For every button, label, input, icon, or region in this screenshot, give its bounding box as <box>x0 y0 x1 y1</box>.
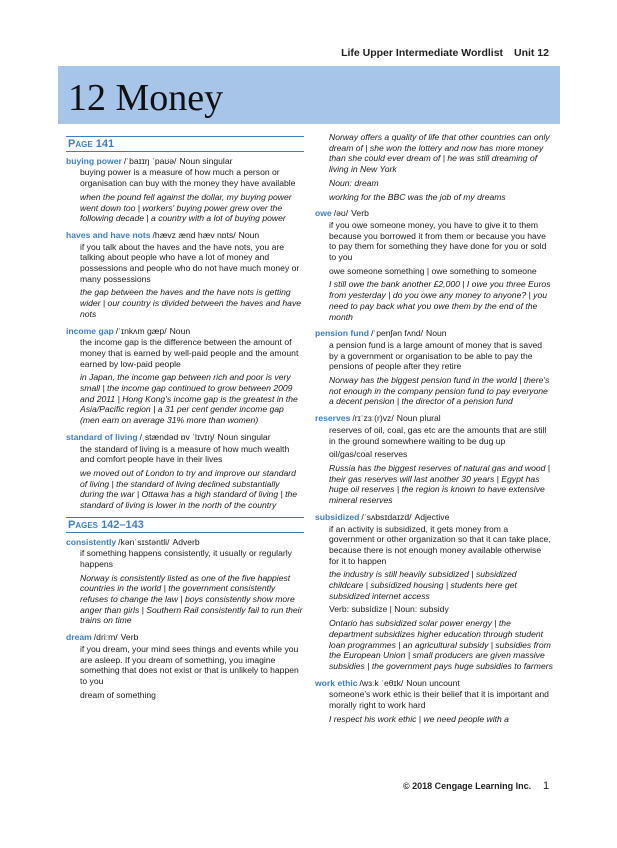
title-banner <box>58 66 560 124</box>
definition: if you talk about the haves and the have nots, you are talking about people who have a lot of money and possessions and people who do not have much money or many possessions <box>80 241 300 284</box>
entry-consistently <box>66 537 304 627</box>
right-column <box>315 132 553 730</box>
definition: reserves of oil, coal, gas etc are the amounts that are still in the ground somewhere waiting to be dug up <box>329 424 547 446</box>
part-of-speech: Adjective <box>414 511 450 522</box>
definition: if something happens consistently, it usually or regularly happens <box>80 548 292 569</box>
entry-subsidized <box>315 512 553 672</box>
headword: work ethic <box>315 677 358 688</box>
part-of-speech: Noun <box>238 229 260 240</box>
pronunciation: /ˈpenʃən fʌnd/ <box>370 328 424 339</box>
pronunciation: /driːm/ <box>93 632 118 643</box>
related-form: Verb: subsidize | Noun: subsidy <box>329 604 449 615</box>
headword: pension fund <box>315 328 369 339</box>
example: we moved out of London to try and improve our standard of living | the standard of living declined substantially during the war | Ottawa has a high standard of living | the standard of living is lower in the north of the country <box>80 467 298 511</box>
definition: the standard of living is a measure of how much wealth and comfort people have in their lives <box>80 443 290 465</box>
example: Norway offers a quality of life that other countries can only dream of | she won the lottery and now has more money than she could ever dream of | he was still dreaming of living in New York <box>329 132 550 175</box>
section-heading: Pages 142–143 <box>66 517 304 533</box>
unit-label: Unit 12 <box>513 47 549 59</box>
entry-work-ethic <box>315 678 553 725</box>
definition: if an activity is subsidized, it gets money from a government or other organization so that it can take place, because there is not enough money available otherwise for it to happen <box>329 523 551 566</box>
entry-dream-continued <box>315 132 553 202</box>
example: I respect his work ethic | we need people with a <box>329 713 509 724</box>
related-form: Noun: dream <box>329 177 379 188</box>
page-title: 12 Money <box>68 77 224 119</box>
part-of-speech: Verb <box>351 208 369 219</box>
definition: the income gap is the difference between the amount of money that is earned by well-paid people and the amount earned by low-paid people <box>80 337 299 369</box>
pronunciation: /hævz ænd hæv nɒts/ <box>152 229 236 240</box>
headword: haves and have nots <box>66 229 151 240</box>
definition: if you dream, your mind sees things and events while you are asleep. If you dream of something, you imagine something that does not exist or that is unlikely to happen to you <box>80 643 299 686</box>
example: the gap between the haves and the have nots is getting wider | our country is divided between the haves and have nots <box>80 287 302 319</box>
entry-haves-and-have-nots <box>66 230 304 320</box>
pronunciation: /kənˈsɪstəntli/ <box>118 536 170 547</box>
part-of-speech: Noun plural <box>396 413 441 424</box>
pronunciation: /wɜːk ˈeθɪk/ <box>359 677 404 688</box>
copyright-notice: © 2018 Cengage Learning Inc. <box>403 781 532 791</box>
entry-buying-power <box>66 156 304 224</box>
part-of-speech: Noun uncount <box>406 677 460 688</box>
entry-income-gap <box>66 326 304 426</box>
headword: owe <box>315 208 332 219</box>
definition: if you owe someone money, you have to give it to them because you borrowed it from them or because you have to pay them for something they have done for you or sold to you <box>329 219 547 263</box>
entry-dream <box>66 632 304 700</box>
page-number: 1 <box>543 780 550 792</box>
running-header <box>333 47 549 59</box>
part-of-speech: Noun singular <box>179 155 233 166</box>
example: working for the BBC was the job of my dreams <box>329 191 506 202</box>
headword: standard of living <box>66 431 138 442</box>
usage-pattern: oil/gas/coal reserves <box>329 449 408 460</box>
entry-pension-fund <box>315 328 553 407</box>
pronunciation: /əʊ/ <box>333 208 349 219</box>
headword: reserves <box>315 413 351 424</box>
example: the industry is still heavily subsidized | subsidized childcare | subsidized housing | students here get subsidized internet access <box>329 569 517 601</box>
example: when the pound fell against the dollar, my buying power went down too | workers' buying power grew over the following decade | a country with a lot of buying power <box>80 191 292 224</box>
part-of-speech: Noun singular <box>217 431 271 442</box>
definition: a pension fund is a large amount of money that is saved by a government or organisation to be able to pay the pensions of people after they retire <box>329 339 543 372</box>
headword: subsidized <box>315 511 360 522</box>
entry-reserves <box>315 413 553 506</box>
definition: someone's work ethic is their belief that it is important and morally right to work hard <box>329 689 549 711</box>
entry-standard-of-living <box>66 432 304 511</box>
example: in Japan, the income gap between rich and poor is very small | the income gap continued to grow between 2009 and 2011 | Hong Kong's income gap is the greatest in the Asia/Pacific region | a 31 per cent gender income gap (men earn on average 31% more than women) <box>80 372 298 426</box>
pronunciation: /ˈbaɪɪŋ ˈpaʊə/ <box>123 155 177 166</box>
book-title: Life Upper Intermediate Wordlist <box>341 47 504 59</box>
part-of-speech: Adverb <box>172 536 200 547</box>
headword: income gap <box>66 325 114 336</box>
usage-pattern: owe someone something | owe something to someone <box>329 265 537 276</box>
pronunciation: /rɪˈzɜː(r)vz/ <box>352 413 394 424</box>
headword: consistently <box>66 536 117 547</box>
headword: dream <box>66 632 92 643</box>
pronunciation: /ˈɪnkʌm gæp/ <box>115 325 167 336</box>
example: Russia has the biggest reserves of natural gas and wood | their gas reserves will last another 30 years | Egypt has huge oil reserves | the region is known to have extensive mineral reserves <box>329 462 551 506</box>
pronunciation: /ˌstændəd ɒv ˈlɪvɪŋ/ <box>139 431 215 442</box>
example: Ontario has subsidized solar power energy | the department subsidizes higher education through student loan programmes | an agricultural subsidy | subsidies from the European Union | small producers are given massive subsidies | the government pays huge subsidies to farmers <box>329 618 553 671</box>
example: Norway is consistently listed as one of the five happiest countries in the world | the government consistently refuses to change the law | boys consistently show more anger than girls | Southern Rail consistently fail to run their trains on time <box>80 572 303 626</box>
usage-pattern: dream of something <box>80 689 156 700</box>
part-of-speech: Verb <box>120 632 139 643</box>
part-of-speech: Noun <box>169 325 191 336</box>
definition: buying power is a measure of how much a person or organisation can buy with the money they have available <box>80 167 296 189</box>
part-of-speech: Noun <box>426 328 447 339</box>
headword: buying power <box>66 155 122 166</box>
pronunciation: /ˈsʌbsɪdaɪzd/ <box>361 511 412 522</box>
section-heading: Page 141 <box>66 136 304 152</box>
example: I still owe the bank another £2,000 | I owe you three Euros from yesterday | do you owe any money to anyone? | you need to pay back what you owe them by the end of the month <box>329 279 551 322</box>
example: Norway has the biggest pension fund in the world | there's not enough in the company pension fund to pay everyone a decent pension | the director of a pension fund <box>329 375 550 407</box>
entry-owe <box>315 208 553 322</box>
left-column <box>66 132 304 706</box>
